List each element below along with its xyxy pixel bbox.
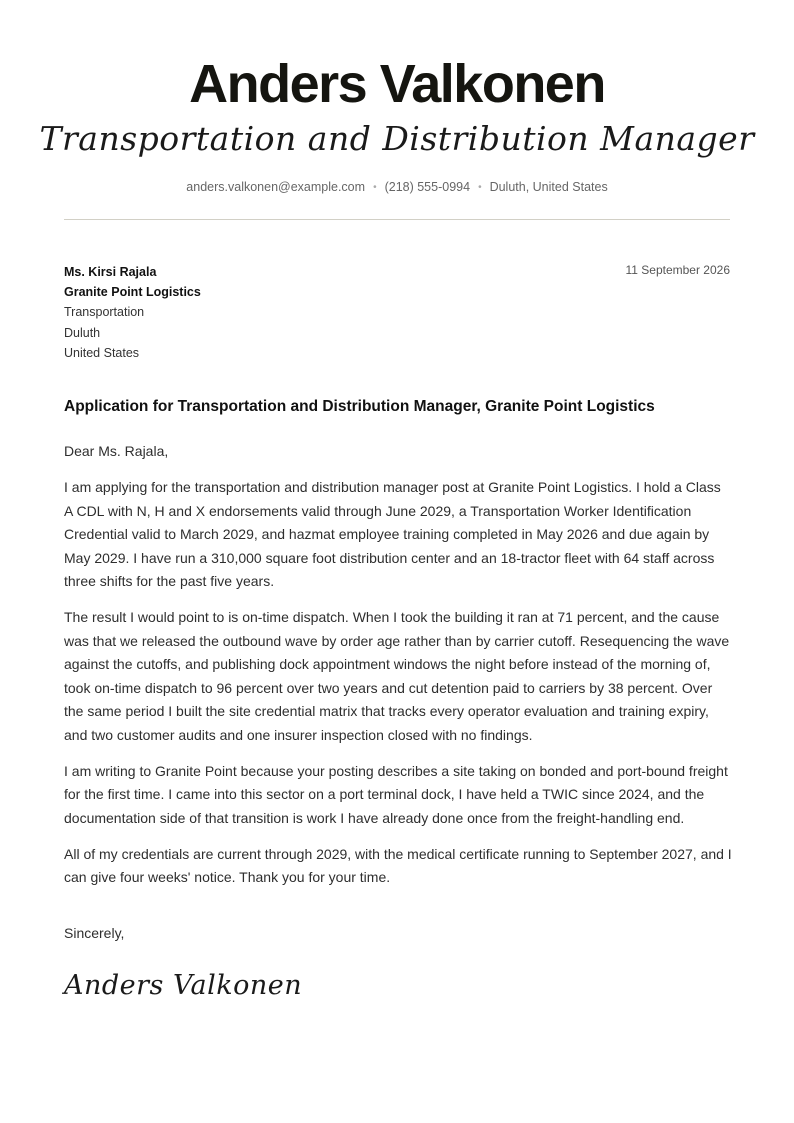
contact-line [0, 178, 794, 197]
body-paragraph: I am writing to Granite Point because your posting describes a site taking on bonded and port-bound freight for the first time. I came into this sector on a port terminal dock, I have held a TWIC since 2024, and the documentation side of that transition is work I have already done once from the freight-handling end. [64, 762, 728, 826]
recipient-city: Duluth [64, 325, 101, 340]
contact-separator: • [373, 182, 377, 193]
body-paragraph: I am applying for the transportation and distribution manager post at Granite Point Logistics. I hold a Class A CDL with N, H and X endorsements valid through June 2029, a Transportation Worker Identification Credential valid to March 2029, and hazmat employee training completed in May 2026 and due again by May 2029. I have run a 310,000 square foot distribution center and an 18-tractor fleet with 64 staff across three shifts for the past five years. [64, 479, 721, 589]
body-paragraph: All of my credentials are current through 2029, with the medical certificate running to September 2027, and I can give four weeks' notice. Thank you for your time. [64, 845, 732, 885]
recipient-block [64, 262, 201, 363]
body-paragraph: The result I would point to is on-time dispatch. When I took the building it ran at 71 percent, and the cause was that we released the outbound wave by order age rather than by carrier cutoff. Resequencing the wave against the cutoffs, and publishing dock appointment windows the night before instead of the morning of, took on-time dispatch to 96 percent over two years and cut detention paid to carriers by 38 percent. Over the same period I built the site credential matrix that tracks every operator evaluation and training expiry, and two customer audits and one insurer inspection closed with no findings. [64, 609, 730, 743]
letter-body [64, 440, 732, 902]
contact-phone: (218) 555-0994 [384, 180, 471, 194]
letter-date: 11 September 2026 [625, 263, 730, 277]
contact-location: Duluth, United States [489, 180, 608, 194]
signature: Anders Valkonen [64, 970, 303, 1001]
letter-closing: Sincerely, [64, 925, 125, 941]
contact-separator: • [478, 182, 482, 193]
contact-email: anders.valkonen@example.com [186, 180, 366, 194]
header-divider [64, 219, 730, 220]
letter-subject: Application for Transportation and Distribution Manager, Granite Point Logistics [64, 398, 655, 415]
applicant-title: Transportation and Distribution Manager [39, 119, 755, 158]
salutation: Dear Ms. Rajala, [64, 443, 169, 459]
recipient-company: Granite Point Logistics [64, 285, 201, 300]
applicant-name: Anders Valkonen [189, 54, 605, 114]
recipient-country: United States [64, 345, 140, 360]
recipient-name: Ms. Kirsi Rajala [64, 265, 157, 279]
recipient-department: Transportation [64, 305, 145, 320]
